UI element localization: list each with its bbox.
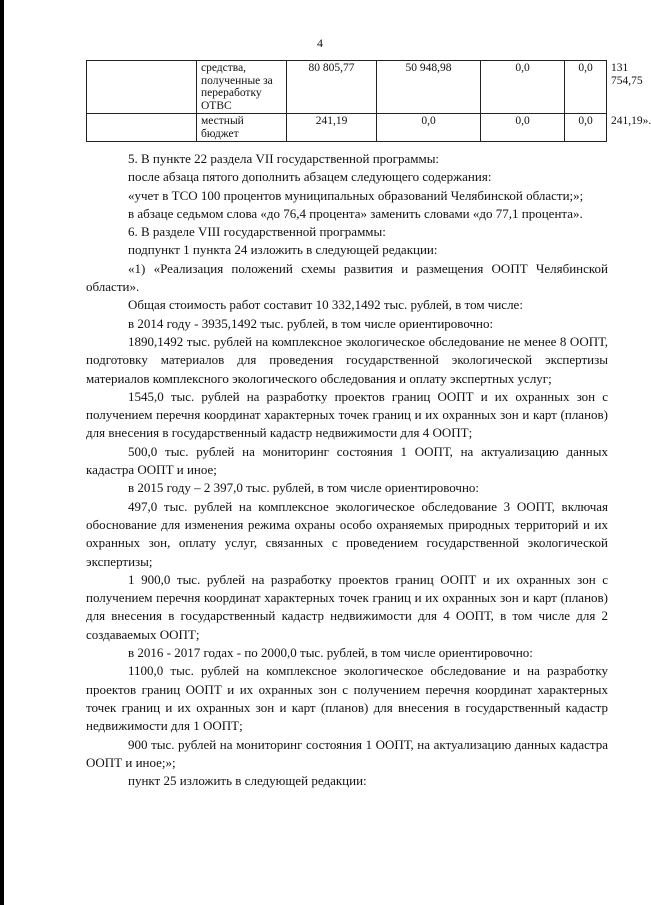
table-cell-label: средства, полученные за переработку ОТВС <box>197 61 287 114</box>
paragraph: 900 тыс. рублей на мониторинг состояния 1 ООПТ, на актуализацию данных кадастра ООПТ и иное;»; <box>86 736 608 770</box>
table-cell-value: 0,0 <box>565 61 607 114</box>
paragraph: 5. В пункте 22 раздела VII государственной программы: <box>128 151 440 166</box>
paragraph: 1 900,0 тыс. рублей на разработку проектов границ ООПТ и их охранных зон с получением перечня координат характерных точек границ и их охранных зон и карт (планов) для внесения в государственный кадастр недвижимости для 4 ООПТ, в том числе для 2 создаваемых ООПТ; <box>86 571 608 642</box>
table-cell-value: 50 948,98 <box>377 61 481 114</box>
table-row: местный бюджет 241,19 0,0 0,0 0,0 241,19». <box>87 114 607 142</box>
document-body <box>86 150 608 790</box>
paragraph: «1) «Реализация положений схемы развития и размещения ООПТ Челябинской области». <box>86 260 608 295</box>
table-cell-value: 0,0 <box>481 114 565 142</box>
paragraph: в 2016 - 2017 годах - по 2000,0 тыс. рублей, в том числе ориентировочно: <box>128 645 533 661</box>
paragraph: Общая стоимость работ составит 10 332,1492 тыс. рублей, в том числе: <box>128 297 523 313</box>
table-cell-empty <box>87 114 197 142</box>
paragraph: пункт 25 изложить в следующей редакции: <box>128 773 367 789</box>
page-number: 4 <box>317 36 323 50</box>
paragraph: в 2015 году – 2 397,0 тыс. рублей, в том числе ориентировочно: <box>128 480 480 496</box>
paragraph: 497,0 тыс. рублей на комплексное экологическое обследование 3 ООПТ, включая обоснование для изменения режима охраны особо охраняемых природных территорий и их охранных зон, оплату услуг, связанных с проведением государственной экологической экспертизы; <box>86 498 608 569</box>
table-cell-value: 241,19 <box>287 114 377 142</box>
table-cell-value: 0,0 <box>481 61 565 114</box>
table-row: средства, полученные за переработку ОТВС 80 805,77 50 948,98 0,0 0,0 131 754,75 <box>87 61 607 114</box>
table-cell-value: 0,0 <box>565 114 607 142</box>
paragraph: 6. В разделе VIII государственной программы: <box>128 224 386 240</box>
scan-left-edge <box>0 0 4 905</box>
table-cell-value: 80 805,77 <box>287 61 377 114</box>
paragraph: 1545,0 тыс. рублей на разработку проектов границ ООПТ и их охранных зон с получением перечня координат характерных точек границ и их охранных зон и карт (планов) для внесения в государственный кадастр недвижимости для 4 ООПТ; <box>86 388 608 441</box>
table-cell-value: 0,0 <box>377 114 481 142</box>
paragraph: в абзаце седьмом слова «до 76,4 процента» заменить словами «до 77,1 процента». <box>128 205 583 221</box>
paragraph: 500,0 тыс. рублей на мониторинг состояния 1 ООПТ, на актуализацию данных кадастра ООПТ и иное; <box>86 443 608 478</box>
paragraph: «учет в ТСО 100 процентов муниципальных образований Челябинской области;»; <box>128 187 584 203</box>
paragraph: в 2014 году - 3935,1492 тыс. рублей, в том числе ориентировочно: <box>128 315 494 331</box>
paragraph: подпункт 1 пункта 24 изложить в следующей редакции: <box>128 242 438 258</box>
paragraph: 1890,1492 тыс. рублей на комплексное экологическое обследование не менее 8 ООПТ, подготовку материалов для проведения государственной экологической экспертизы материалов комплексного экологического обследования и оплату экспертных услуг; <box>86 333 608 386</box>
table-cell-label: местный бюджет <box>197 114 287 142</box>
paragraph: 1100,0 тыс. рублей на комплексное экологическое обследование и на разработку проектов границ ООПТ и их охранных зон с получением перечня координат характерных точек границ и их охранных зон и карт (планов) для внесения в государственный кадастр недвижимости для 1 ООПТ; <box>86 663 608 734</box>
table-cell-empty <box>87 61 197 114</box>
paragraph: после абзаца пятого дополнить абзацем следующего содержания: <box>128 169 492 185</box>
budget-table <box>86 60 651 142</box>
